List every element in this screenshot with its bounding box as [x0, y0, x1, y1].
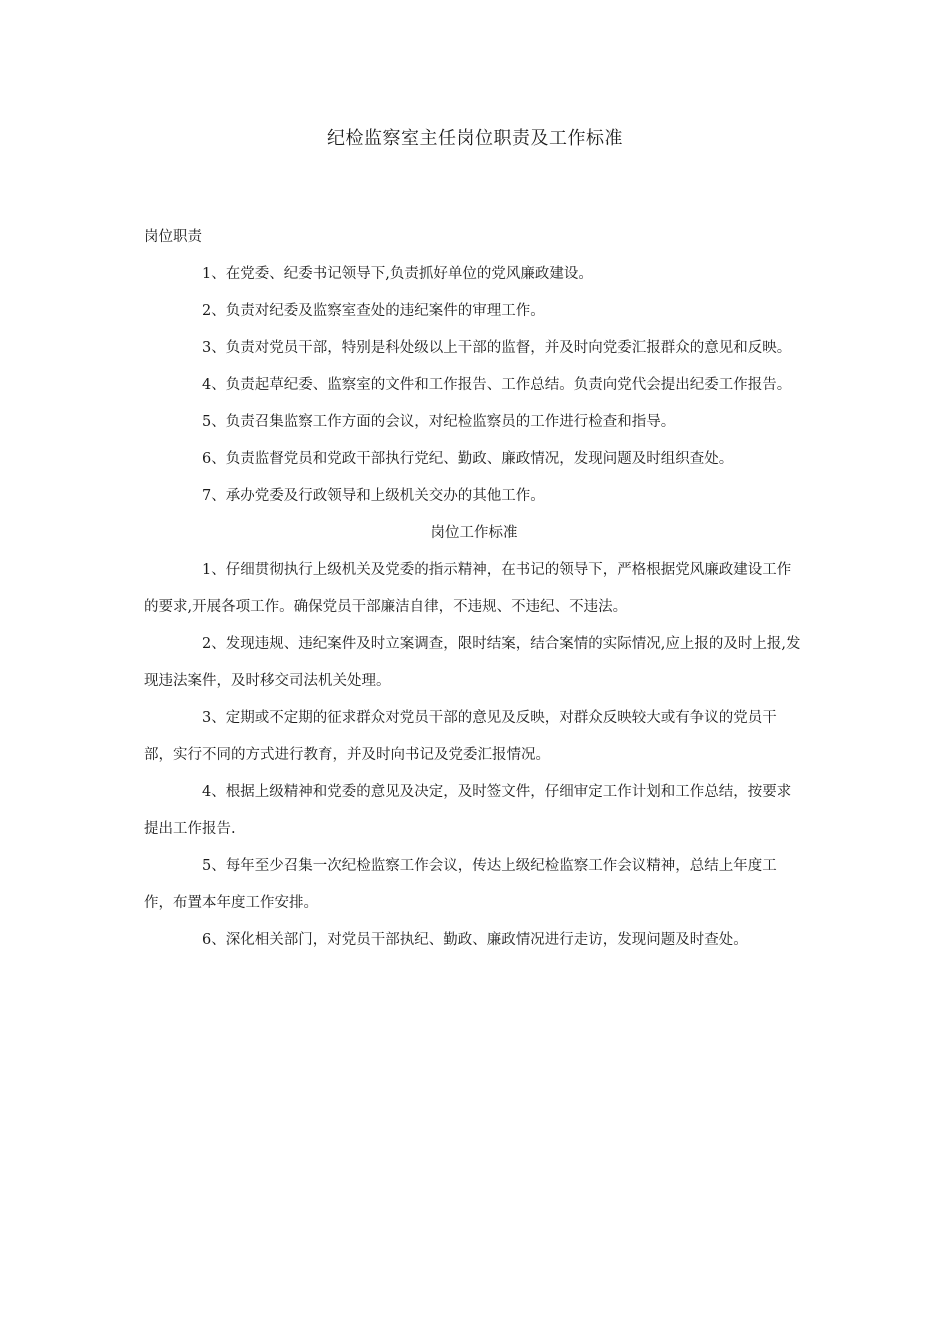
standard-item: 4、根据上级精神和党委的意见及决定，及时签文件，仔细审定工作计划和工作总结，按要求提出工作报告.	[144, 784, 792, 837]
section-heading-standards: 岗位工作标准	[430, 525, 518, 541]
duty-item: 5、负责召集监察工作方面的会议，对纪检监察员的工作进行检查和指导。	[202, 414, 676, 430]
duty-item: 3、负责对党员干部，特别是科处级以上干部的监督，并及时向党委汇报群众的意见和反映。	[202, 340, 792, 356]
standard-item: 2、发现违规、违纪案件及时立案调查，限时结案，结合案情的实际情况,应上报的及时上报,发现违法案件，及时移交司法机关处理。	[144, 636, 801, 689]
document-body	[144, 219, 804, 959]
standard-item: 3、定期或不定期的征求群众对党员干部的意见及反映，对群众反映较大或有争议的党员干部，实行不同的方式进行教育，并及时向书记及党委汇报情况。	[144, 710, 777, 763]
duty-item: 2、负责对纪委及监察室查处的违纪案件的审理工作。	[202, 303, 545, 319]
document-title: 纪检监察室主任岗位职责及工作标准	[327, 128, 623, 149]
duty-item: 7、承办党委及行政领导和上级机关交办的其他工作。	[202, 488, 545, 504]
duty-item: 6、负责监督党员和党政干部执行党纪、勤政、廉政情况，发现问题及时组织查处。	[202, 451, 734, 467]
duty-item: 1、在党委、纪委书记领导下,负责抓好单位的党风廉政建设。	[202, 266, 593, 282]
standard-item: 5、每年至少召集一次纪检监察工作会议，传达上级纪检监察工作会议精神，总结上年度工作，布置本年度工作安排。	[144, 858, 777, 911]
duty-item: 4、负责起草纪委、监察室的文件和工作报告、工作总结。负责向党代会提出纪委工作报告。	[202, 377, 792, 393]
section-heading-duties: 岗位职责	[144, 229, 202, 245]
standard-item: 1、仔细贯彻执行上级机关及党委的指示精神，在书记的领导下，严格根据党风廉政建设工作的要求,开展各项工作。确保党员干部廉洁自律，不违规、不违纪、不违法。	[144, 562, 792, 615]
standard-item: 6、深化相关部门，对党员干部执纪、勤政、廉政情况进行走访，发现问题及时查处。	[202, 932, 748, 948]
